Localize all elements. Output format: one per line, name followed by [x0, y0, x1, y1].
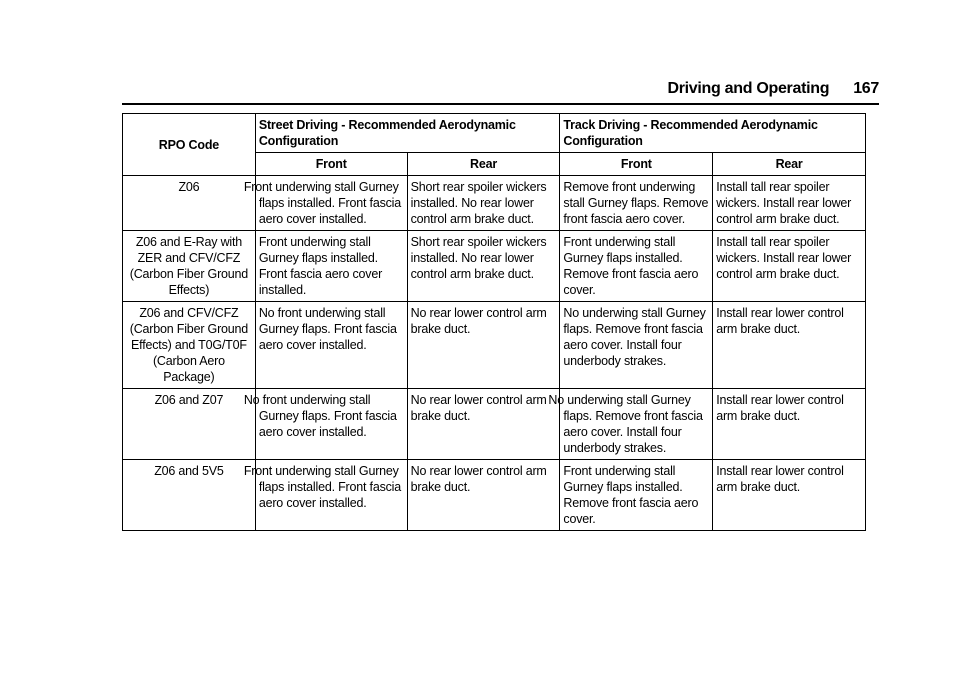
page-header [122, 80, 879, 102]
track-rear-cell: Install rear lower control arm brake duct. [713, 302, 866, 389]
track-front-header: Front [560, 153, 713, 176]
street-rear-cell: No rear lower control arm brake duct. [407, 460, 560, 531]
track-front-cell: Remove front underwing stall Gurney flaps. Remove front fascia aero cover. [560, 176, 713, 231]
table-header-row [123, 114, 866, 153]
table-row [123, 231, 866, 302]
track-front-cell: Front underwing stall Gurney flaps installed. Remove front fascia aero cover. [560, 231, 713, 302]
street-front-cell: No front underwing stall Gurney flaps. Front fascia aero cover installed. [255, 389, 407, 460]
track-rear-cell: Install tall rear spoiler wickers. Install rear lower control arm brake duct. [713, 176, 866, 231]
section-title: Driving and Operating [667, 80, 830, 97]
page-number: 167 [853, 80, 879, 97]
rpo-code-cell: Z06 and Z07 [123, 389, 256, 460]
street-rear-cell: Short rear spoiler wickers installed. No rear lower control arm brake duct. [407, 231, 560, 302]
street-front-cell: No front underwing stall Gurney flaps. Front fascia aero cover installed. [255, 302, 407, 389]
track-front-cell: Front underwing stall Gurney flaps installed. Remove front fascia aero cover. [560, 460, 713, 531]
street-rear-cell: Short rear spoiler wickers installed. No rear lower control arm brake duct. [407, 176, 560, 231]
track-front-cell: No underwing stall Gurney flaps. Remove front fascia aero cover. Install four underbody strakes. [560, 389, 713, 460]
street-rear-cell: No rear lower control arm brake duct. [407, 302, 560, 389]
table-row [123, 389, 866, 460]
rpo-code-cell: Z06 and 5V5 [123, 460, 256, 531]
street-front-cell: Front underwing stall Gurney flaps installed. Front fascia aero cover installed. [255, 460, 407, 531]
rpo-code-header: RPO Code [123, 114, 256, 176]
table-row [123, 176, 866, 231]
street-rear-header: Rear [407, 153, 560, 176]
street-front-header: Front [255, 153, 407, 176]
track-rear-header: Rear [713, 153, 866, 176]
track-rear-cell: Install rear lower control arm brake duct. [713, 389, 866, 460]
rpo-code-cell: Z06 [123, 176, 256, 231]
track-driving-header: Track Driving - Recommended Aerodynamic Configuration [560, 114, 866, 153]
table-row [123, 460, 866, 531]
header-rule [122, 103, 879, 105]
street-driving-header: Street Driving - Recommended Aerodynamic Configuration [255, 114, 560, 153]
aero-configuration-table [122, 113, 866, 531]
street-front-cell: Front underwing stall Gurney flaps installed. Front fascia aero cover installed. [255, 176, 407, 231]
track-rear-cell: Install rear lower control arm brake duct. [713, 460, 866, 531]
rpo-code-cell: Z06 and CFV/CFZ (Carbon Fiber Ground Effects) and T0G/T0F (Carbon Aero Package) [123, 302, 256, 389]
rpo-code-cell: Z06 and E-Ray with ZER and CFV/CFZ (Carbon Fiber Ground Effects) [123, 231, 256, 302]
street-front-cell: Front underwing stall Gurney flaps installed. Front fascia aero cover installed. [255, 231, 407, 302]
street-rear-cell: No rear lower control arm brake duct. [407, 389, 560, 460]
track-front-cell: No underwing stall Gurney flaps. Remove front fascia aero cover. Install four underbody strakes. [560, 302, 713, 389]
table-row [123, 302, 866, 389]
track-rear-cell: Install tall rear spoiler wickers. Install rear lower control arm brake duct. [713, 231, 866, 302]
